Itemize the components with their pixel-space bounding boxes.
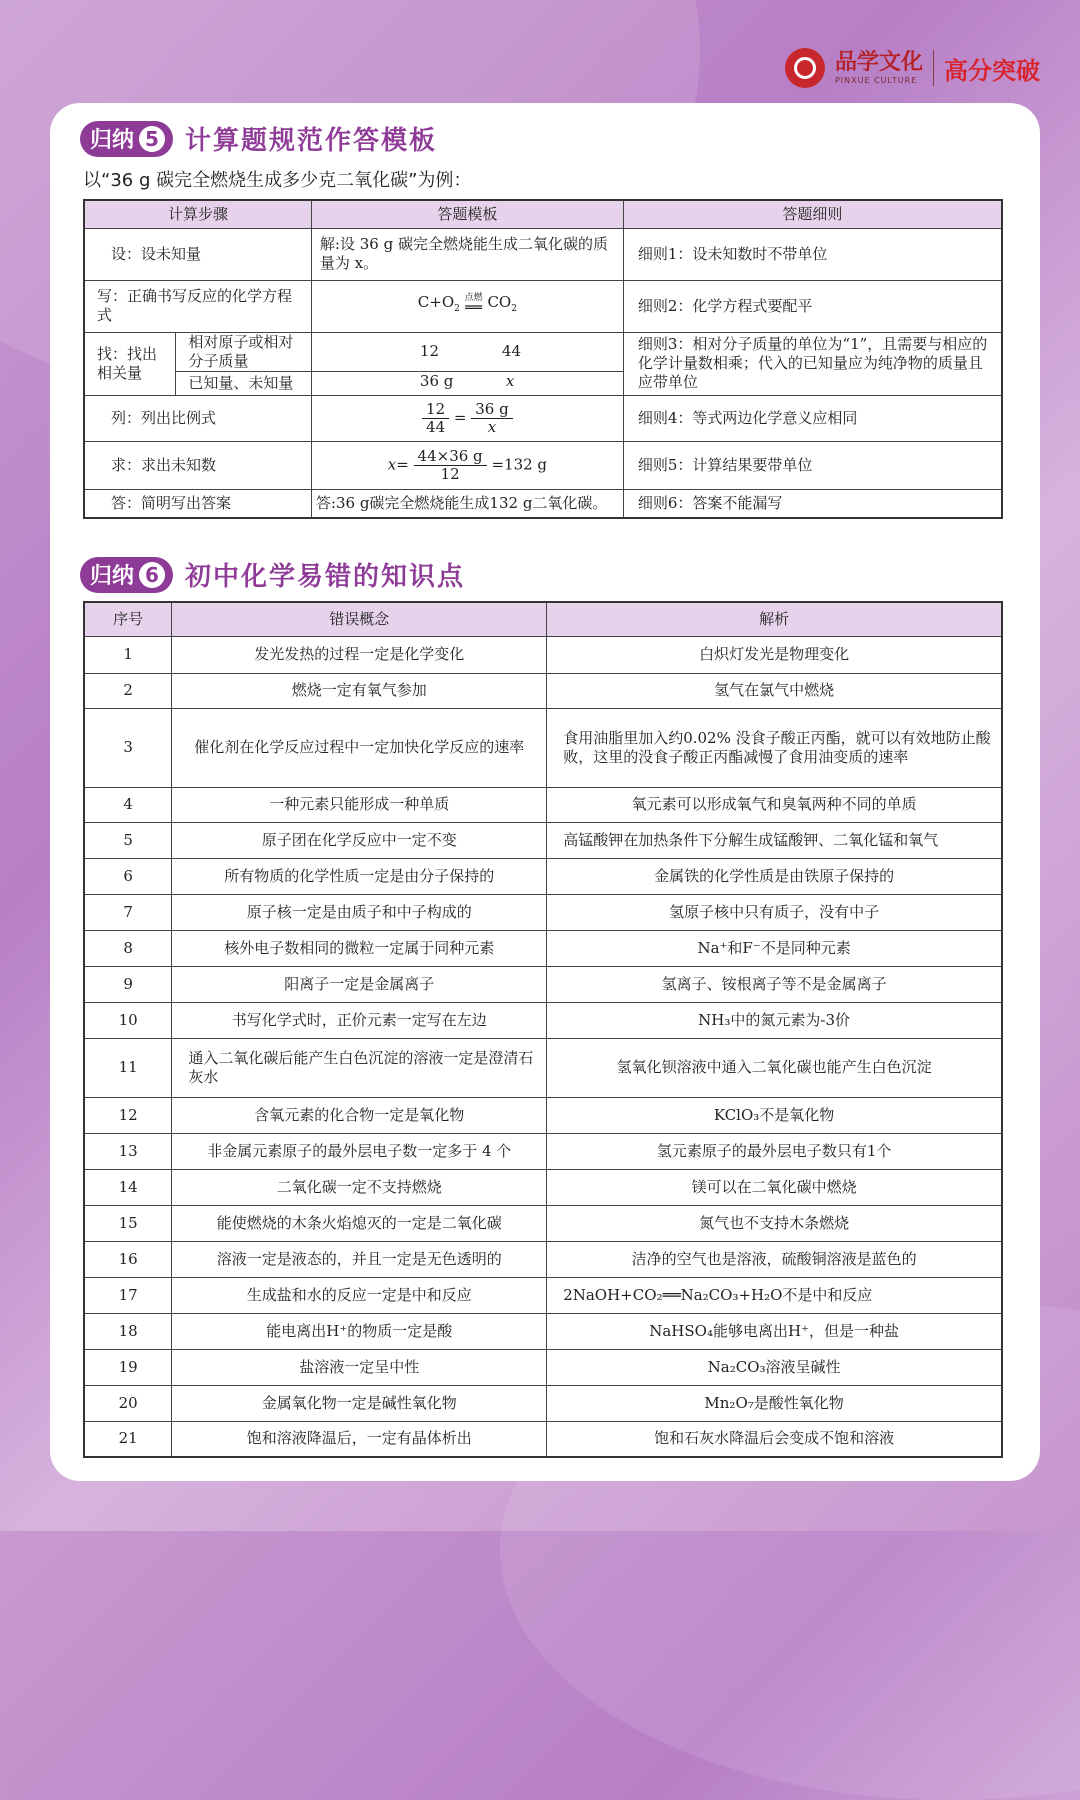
equation-cell: $C+O_2$ 点燃 ══ $CO_2$ [311,280,623,332]
table-row [84,1038,1002,1097]
calc-result: =132 g [491,455,548,473]
analysis-cell: Na₂CO₃溶液呈碱性 [547,1349,1002,1385]
rule-cell: 细则6：答案不能漏写 [623,489,1002,518]
brand-name-en: PINXUE CULTURE [834,76,918,85]
table-header-row [84,602,1002,636]
number-cell: 2 [84,673,172,708]
table-row [84,1241,1002,1277]
number-cell: 12 [84,1097,172,1133]
section5-title: 计算题规范作答模板 [185,126,438,156]
denominator: 44 [426,417,446,436]
table-row [84,673,1002,708]
header-cell: 错误概念 [172,602,547,636]
reaction-condition: 点燃 [464,293,483,303]
analysis-cell: 饱和石灰水降温后会变成不饱和溶液 [547,1421,1002,1457]
badge-label: 归纳 [90,564,135,589]
step-cell: 设：设未知量 [84,228,311,280]
table-row [84,228,1002,280]
analysis-cell: 白炽灯发光是物理变化 [547,636,1002,673]
table-row [84,966,1002,1002]
wrong-concept-cell: 金属氧化物一定是碱性氧化物 [172,1385,547,1421]
table-header-row [84,200,1002,228]
fraction [471,401,512,436]
fraction [422,401,449,436]
wrong-concept-cell: 阳离子一定是金属离子 [172,966,547,1002]
reaction-arrow: 点燃 ══ [464,293,483,316]
header-cell: 解析 [547,602,1002,636]
rule-cell: 细则2：化学方程式要配平 [623,280,1002,332]
section5-heading [80,120,437,157]
template-cell: 答:36 g碳完全燃烧能生成132 g二氧化碳。 [311,489,623,518]
number-cell: 20 [84,1385,172,1421]
series-logo: 高分突破 [944,56,1040,85]
calculation-template-table [83,199,1003,519]
number-cell: 13 [84,1133,172,1169]
eq-product: CO [487,293,512,311]
number-cell: 10 [84,1002,172,1038]
analysis-cell: Na⁺和F⁻不是同种元素 [547,930,1002,966]
analysis-cell: 2NaOH+CO₂══Na₂CO₃+H₂O不是中和反应 [547,1277,1002,1313]
number-cell: 21 [84,1421,172,1457]
step-cell: 找：找出相关量 [84,332,176,395]
table-row [84,280,1002,332]
proportion-cell [311,395,623,441]
common-mistakes-table [83,601,1003,1458]
wrong-concept-cell: 原子核一定是由质子和中子构成的 [172,894,547,930]
analysis-cell: NH₃中的氮元素为-3价 [547,1002,1002,1038]
analysis-cell: 镁可以在二氧化碳中燃烧 [547,1169,1002,1205]
wrong-concept-cell: 饱和溶液降温后，一定有晶体析出 [172,1421,547,1457]
table-row [84,1169,1002,1205]
step-cell: 写：正确书写反应的化学方程式 [84,280,311,332]
wrong-concept-cell: 发光发热的过程一定是化学变化 [172,636,547,673]
analysis-cell: 氢原子核中只有质子，没有中子 [547,894,1002,930]
step-cell: 求：求出未知数 [84,441,311,489]
number-cell: 11 [84,1038,172,1097]
number-cell: 4 [84,787,172,822]
brand-divider [933,50,934,86]
badge-label: 归纳 [90,128,135,153]
section6-heading [80,556,465,593]
section5-badge [80,121,173,157]
analysis-cell: 洁净的空气也是溶液，硫酸铜溶液是蓝色的 [547,1241,1002,1277]
analysis-cell: 食用油脂里加入约0.02% 没食子酸正丙酯，就可以有效地防止酸败，这里的没食子酸正丙酯减慢了食用油变质的速率 [547,708,1002,787]
numerator: 12 [422,401,449,419]
value: 12 [419,342,439,360]
equals-sign: = [453,408,467,426]
section5-intro: 以“36 g 碳完全燃烧生成多少克二氧化碳”为例： [83,170,472,191]
step-cell: 列：列出比例式 [84,395,311,441]
wrong-concept-cell: 能使燃烧的木条火焰熄灭的一定是二氧化碳 [172,1205,547,1241]
table-row [84,787,1002,822]
wrong-concept-cell: 所有物质的化学性质一定是由分子保持的 [172,858,547,894]
header-cell: 序号 [84,602,172,636]
number-cell: 1 [84,636,172,673]
number-cell: 9 [84,966,172,1002]
table-row [84,1002,1002,1038]
value: x [505,371,515,390]
substep-cell: 相对原子或相对分子质量 [176,332,312,371]
wrong-concept-cell: 生成盐和水的反应一定是中和反应 [172,1277,547,1313]
number-cell: 14 [84,1169,172,1205]
values-cell [311,371,623,395]
badge-number: 5 [139,126,165,152]
rule-cell: 细则5：计算结果要带单位 [623,441,1002,489]
table-row [84,708,1002,787]
content-card [50,103,1040,1481]
table-row [84,822,1002,858]
table-row [84,332,1002,371]
brand-header [785,42,1040,94]
wrong-concept-cell: 一种元素只能形成一种单质 [172,787,547,822]
section6-title: 初中化学易错的知识点 [185,562,466,592]
analysis-cell: 氢离子、铵根离子等不是金属离子 [547,966,1002,1002]
eq-reactants: C+O [417,293,455,311]
table-row [84,1385,1002,1421]
section6-badge [80,557,173,593]
table-row [84,858,1002,894]
rule-cell: 细则1：设未知数时不带单位 [623,228,1002,280]
numerator: 36 g [471,401,512,419]
table-row [84,1277,1002,1313]
table-row [84,489,1002,518]
substep-cell: 已知量、未知量 [176,371,312,395]
rule-cell: 细则4：等式两边化学意义应相同 [623,395,1002,441]
denominator: 12 [440,464,460,483]
wrong-concept-cell: 催化剂在化学反应过程中一定加快化学反应的速率 [172,708,547,787]
value: 36 g [419,371,454,390]
table-row [84,1133,1002,1169]
wrong-concept-cell: 盐溶液一定呈中性 [172,1349,547,1385]
wrong-concept-cell: 通入二氧化碳后能产生白色沉淀的溶液一定是澄清石灰水 [172,1038,547,1097]
number-cell: 6 [84,858,172,894]
number-cell: 5 [84,822,172,858]
values-cell [311,332,623,371]
wrong-concept-cell: 溶液一定是液态的，并且一定是无色透明的 [172,1241,547,1277]
table-row [84,441,1002,489]
analysis-cell: 氢元素原子的最外层电子数只有1个 [547,1133,1002,1169]
table-row [84,1421,1002,1457]
wrong-concept-cell: 燃烧一定有氧气参加 [172,673,547,708]
number-cell: 18 [84,1313,172,1349]
number-cell: 7 [84,894,172,930]
number-cell: 17 [84,1277,172,1313]
step-cell: 答：简明写出答案 [84,489,311,518]
solution-cell [311,441,623,489]
table-row [84,1205,1002,1241]
table-row [84,894,1002,930]
header-cell: 计算步骤 [84,200,311,228]
analysis-cell: 氮气也不支持木条燃烧 [547,1205,1002,1241]
template-cell: 解:设 36 g 碳完全燃烧能生成二氧化碳的质量为 x。 [311,228,623,280]
wrong-concept-cell: 含氧元素的化合物一定是氧化物 [172,1097,547,1133]
analysis-cell: 氢气在氯气中燃烧 [547,673,1002,708]
pinxue-logo-icon [785,48,825,88]
calc-prefix: x= [387,455,409,473]
wrong-concept-cell: 非金属元素原子的最外层电子数一定多于 4 个 [172,1133,547,1169]
number-cell: 19 [84,1349,172,1385]
wrong-concept-cell: 能电离出H⁺的物质一定是酸 [172,1313,547,1349]
number-cell: 3 [84,708,172,787]
analysis-cell: Mn₂O₇是酸性氧化物 [547,1385,1002,1421]
table-body [84,636,1002,1457]
analysis-cell: 金属铁的化学性质是由铁原子保持的 [547,858,1002,894]
denominator: x [487,417,497,436]
table-row [84,930,1002,966]
analysis-cell: 高锰酸钾在加热条件下分解生成锰酸钾、二氧化锰和氧气 [547,822,1002,858]
wrong-concept-cell: 原子团在化学反应中一定不变 [172,822,547,858]
fraction [414,448,487,483]
wrong-concept-cell: 核外电子数相同的微粒一定属于同种元素 [172,930,547,966]
number-cell: 16 [84,1241,172,1277]
numerator: 44×36 g [414,448,487,466]
header-cell: 答题细则 [623,200,1002,228]
brand-name [835,51,923,85]
analysis-cell: 氢氧化钡溶液中通入二氧化碳也能产生白色沉淀 [547,1038,1002,1097]
number-cell: 15 [84,1205,172,1241]
number-cell: 8 [84,930,172,966]
table-row [84,1313,1002,1349]
analysis-cell: 氧元素可以形成氧气和臭氧两种不同的单质 [547,787,1002,822]
rule-cell: 细则3：相对分子质量的单位为“1”，且需要与相应的化学计量数相乘；代入的已知量应为纯净物的质量且应带单位 [623,332,1002,395]
wrong-concept-cell: 书写化学式时，正价元素一定写在左边 [172,1002,547,1038]
table-row [84,1349,1002,1385]
header-cell: 答题模板 [311,200,623,228]
table-row [84,636,1002,673]
table-row [84,395,1002,441]
table-row [84,1097,1002,1133]
analysis-cell: NaHSO₄能够电离出H⁺，但是一种盐 [547,1313,1002,1349]
badge-number: 6 [139,562,165,588]
value: 44 [501,342,521,360]
wrong-concept-cell: 二氧化碳一定不支持燃烧 [172,1169,547,1205]
brand-name-cn: 品学文化 [834,49,923,75]
analysis-cell: KClO₃不是氧化物 [547,1097,1002,1133]
